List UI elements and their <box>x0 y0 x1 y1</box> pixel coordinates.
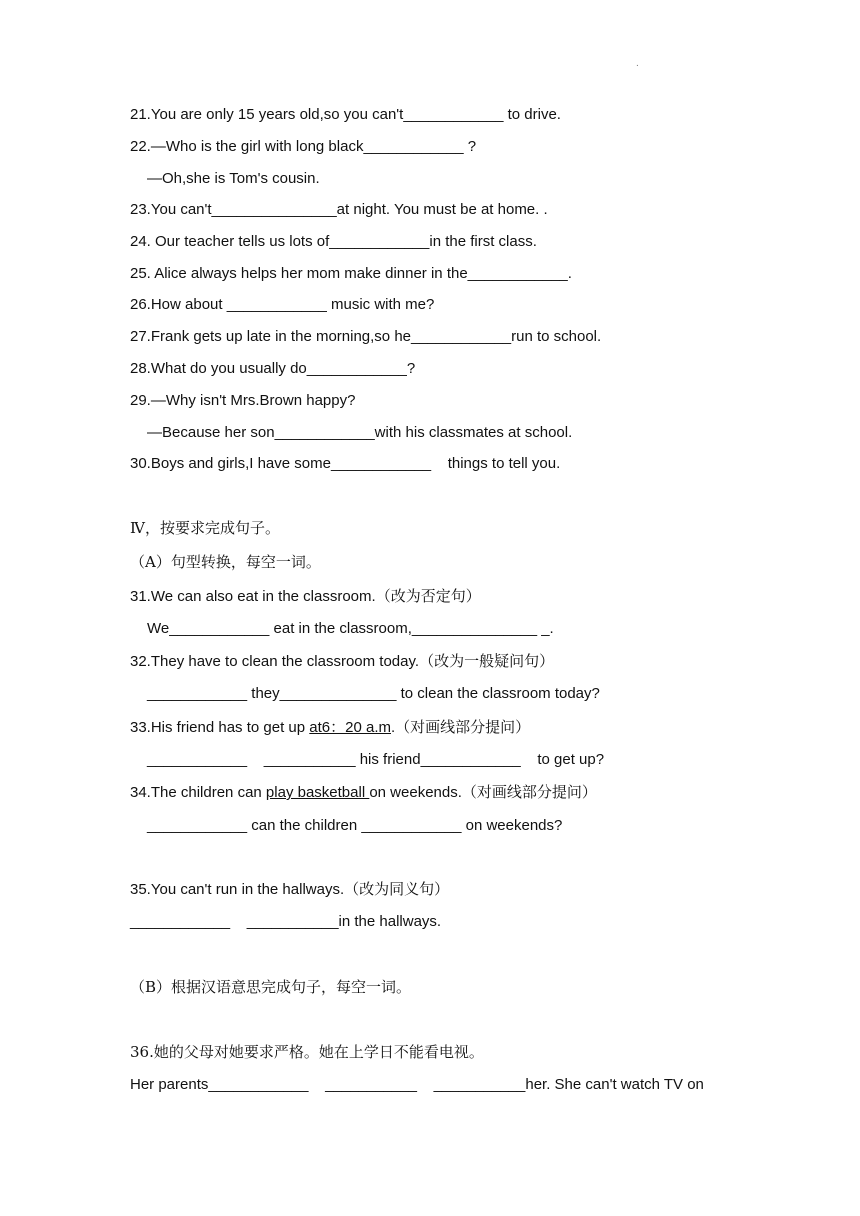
question-32-text: 32.They have to clean the classroom today. <box>130 653 420 670</box>
question-27: 27.Frank gets up late in the morning,so he____________run to school. <box>130 328 602 345</box>
question-34-note: （对画线部分提问） <box>461 783 597 801</box>
question-34-underlined: play basketball <box>265 784 370 801</box>
question-35-answer: ____________ ___________in the hallways. <box>130 913 442 930</box>
question-31-note: （改为否定句） <box>375 587 481 605</box>
question-35-text: 35.You can't run in the hallways. <box>130 881 345 898</box>
question-31-text: 31.We can also eat in the classroom. <box>130 588 376 605</box>
question-36: 36.她的父母对她要求严格。她在上学日不能看电视。 <box>130 1043 484 1061</box>
question-23: 23.You can't_______________at night. You must be at home. . <box>130 201 548 218</box>
question-34 <box>130 782 597 803</box>
question-33 <box>130 717 530 738</box>
section-b-heading: （B）根据汉语意思完成句子，每空一词。 <box>130 978 412 996</box>
question-35 <box>130 879 449 900</box>
question-28: 28.What do you usually do____________? <box>130 360 416 377</box>
question-34-text: 34.The children can <box>130 784 266 801</box>
question-22: 22.—Who is the girl with long black____________ ? <box>130 138 477 155</box>
question-24: 24. Our teacher tells us lots of____________in the first class. <box>130 233 537 250</box>
question-30: 30.Boys and girls,I have some____________ things to tell you. <box>130 455 561 472</box>
question-32-answer: ____________ they______________ to clean the classroom today? <box>147 685 600 702</box>
question-22-reply: —Oh,she is Tom's cousin. <box>147 170 320 187</box>
question-32 <box>130 651 554 672</box>
question-21: 21.You are only 15 years old,so you can't____________ to drive. <box>130 106 561 123</box>
question-25: 25. Alice always helps her mom make dinner in the____________. <box>130 265 572 282</box>
question-31 <box>130 586 481 607</box>
question-36-answer: Her parents____________ ___________ ___________her. She can't watch TV on <box>130 1076 704 1093</box>
question-29: 29.—Why isn't Mrs.Brown happy? <box>130 392 356 409</box>
question-33-end: . <box>391 719 396 736</box>
question-29-reply: —Because her son____________with his classmates at school. <box>147 424 573 441</box>
question-34-answer: ____________ can the children ____________ on weekends? <box>147 817 563 834</box>
question-33-underlined: at6：20 a.m <box>309 719 391 736</box>
question-31-answer: We____________ eat in the classroom,_______________ _. <box>147 620 554 637</box>
corner-mark: . <box>636 58 639 69</box>
question-26: 26.How about ____________ music with me? <box>130 296 435 313</box>
question-33-note: （对画线部分提问） <box>395 718 531 736</box>
question-32-note: （改为一般疑问句） <box>419 652 555 670</box>
question-35-note: （改为同义句） <box>344 880 450 898</box>
question-33-text: 33.His friend has to get up <box>130 719 310 736</box>
section-a-heading: （A）句型转换，每空一词。 <box>130 553 321 571</box>
question-33-answer: ____________ ___________ his friend____________ to get up? <box>147 751 605 768</box>
section-heading-iv: Ⅳ，按要求完成句子。 <box>130 519 280 537</box>
question-34-end: on weekends. <box>369 784 462 801</box>
